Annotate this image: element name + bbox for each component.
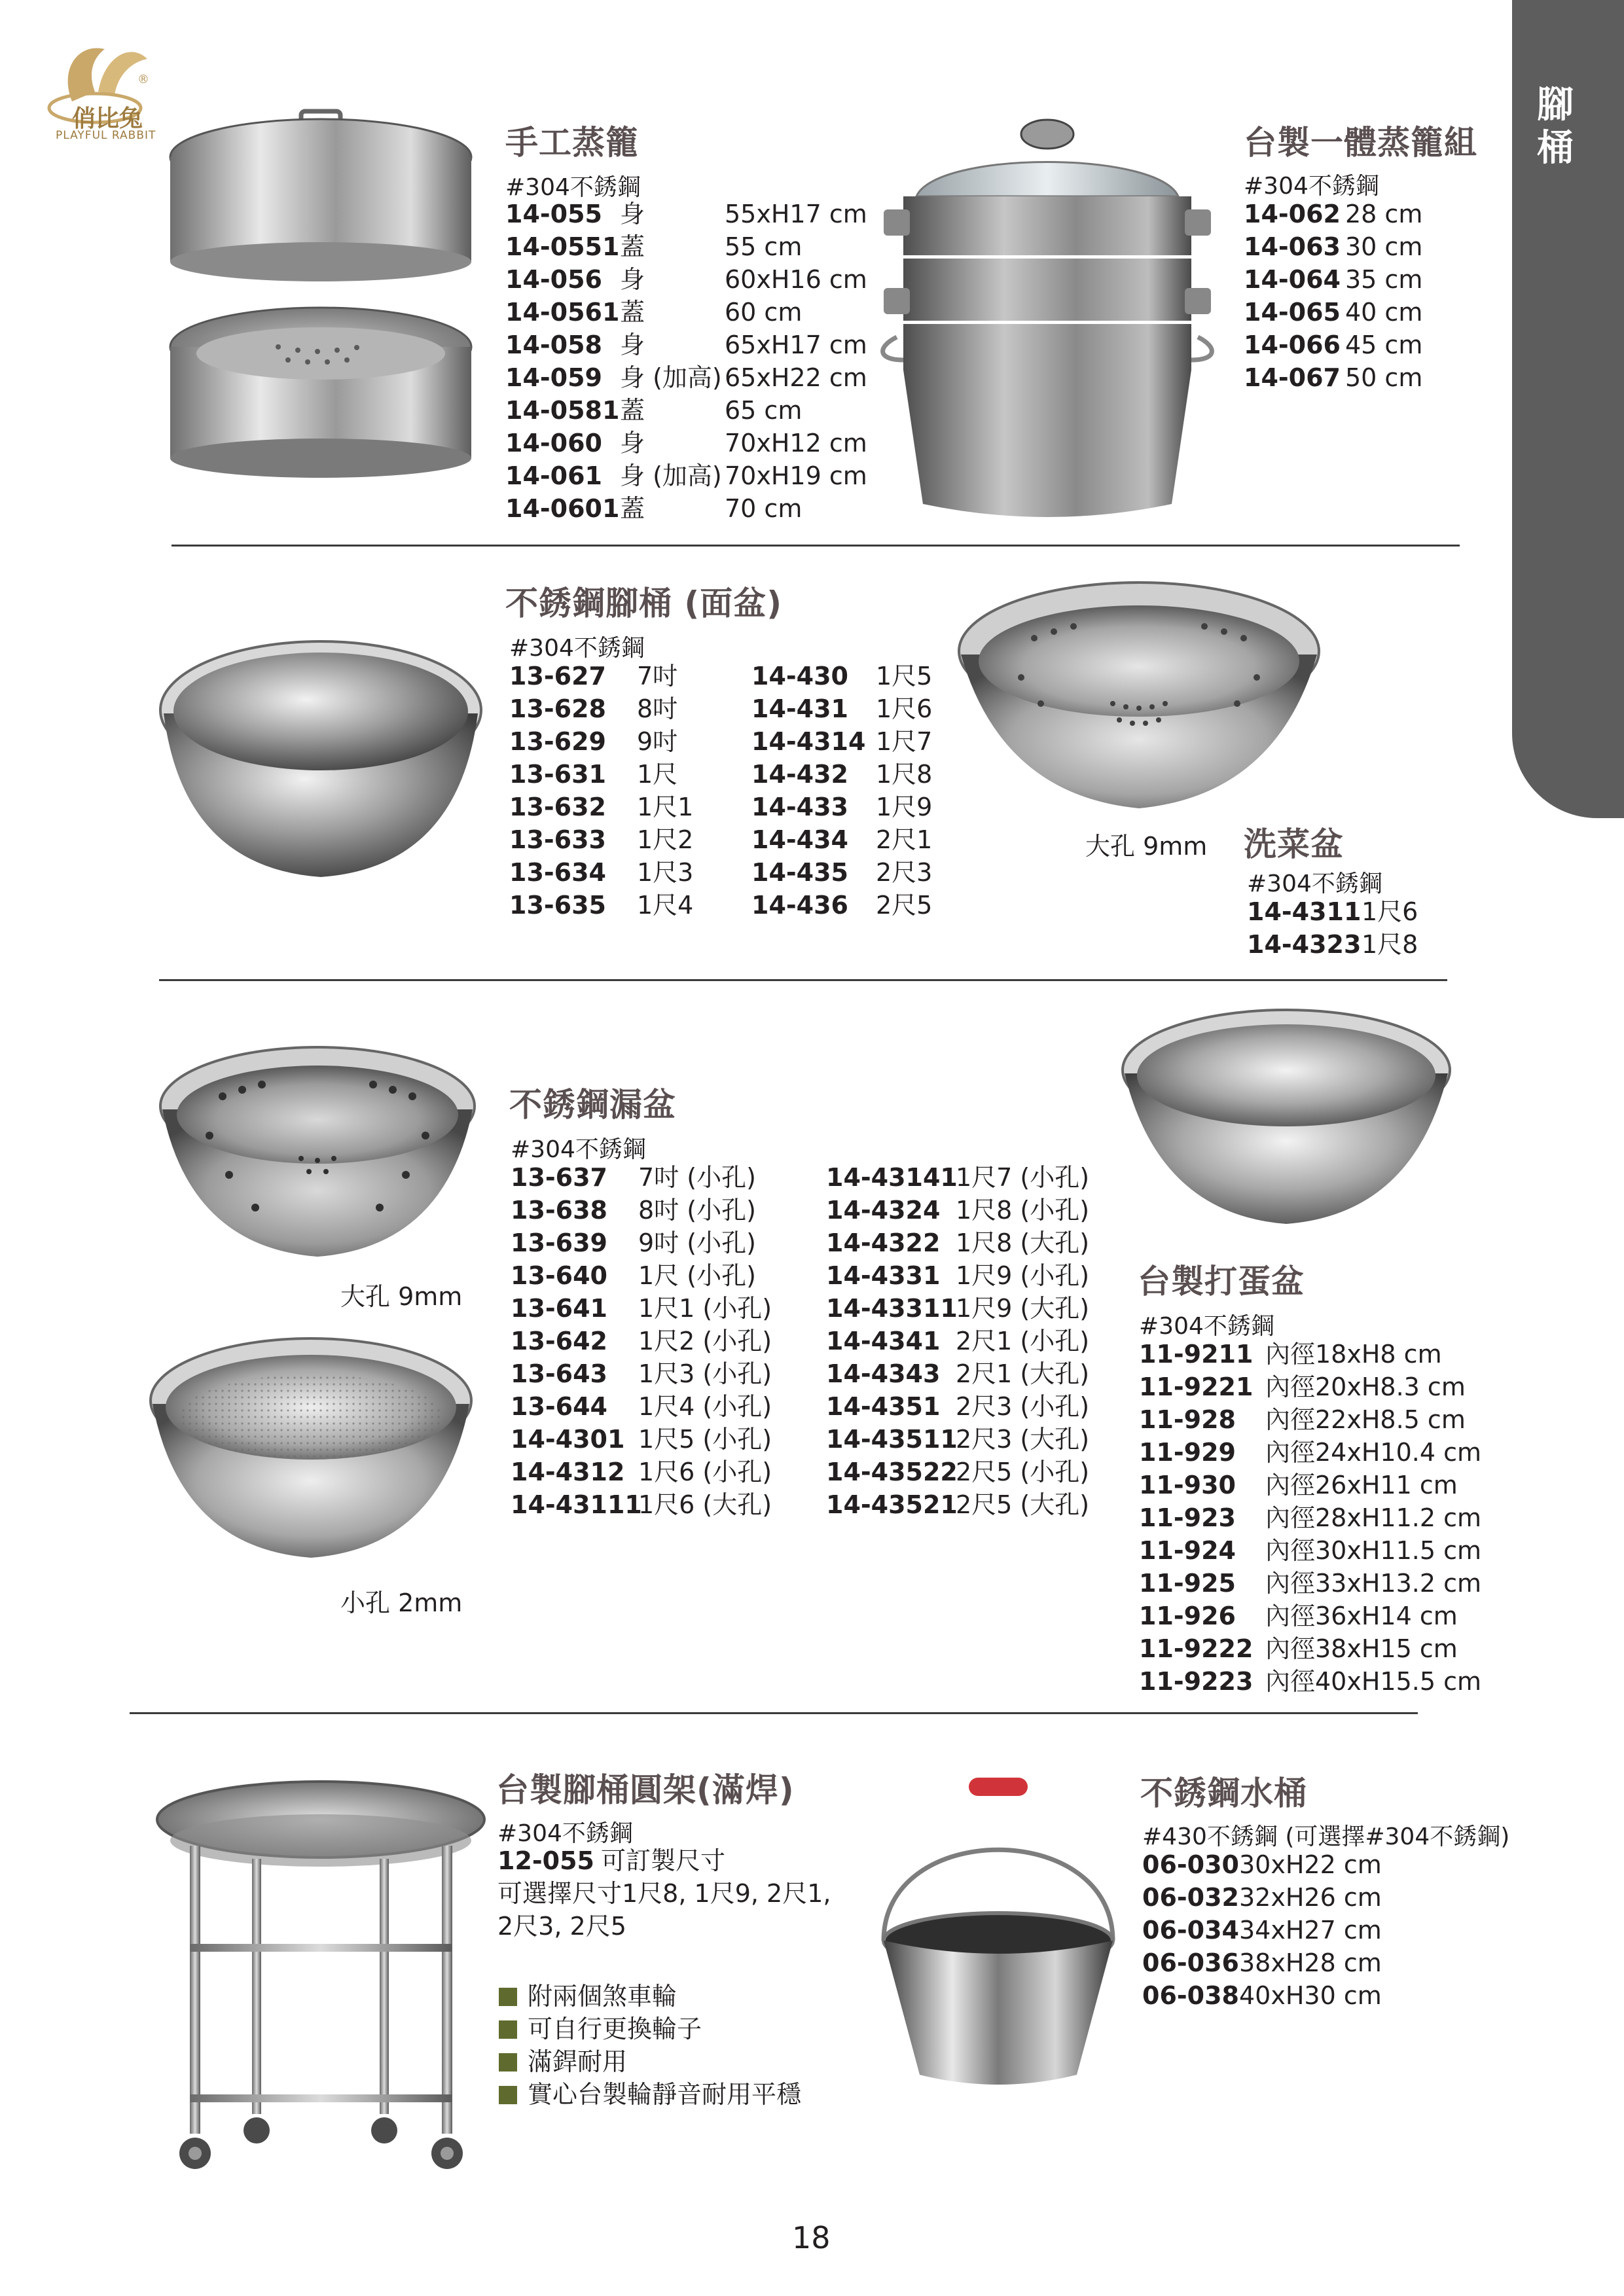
bucket-material: #430不銹鋼 (可選擇#304不銹鋼) <box>1142 1823 1510 1850</box>
table-row: 14-435 2尺3 <box>751 858 933 887</box>
table-row: 06-034 34xH27 cm <box>1142 1916 1382 1945</box>
egg-basin-table <box>1139 1338 1481 1698</box>
bucket-image <box>877 1767 1119 2094</box>
colander-large-caption: 大孔 9mm <box>340 1282 463 1311</box>
egg-basin-material: #304不銹鋼 <box>1139 1313 1274 1340</box>
table-row: 14-0601 蓋 70 cm <box>505 494 803 523</box>
table-row: 11-928 內徑22xH8.5 cm <box>1139 1405 1466 1434</box>
steamer-set-table <box>1244 198 1422 394</box>
stand-material: #304不銹鋼 <box>497 1820 633 1847</box>
table-row: 13-638 8吋 (小孔) <box>511 1196 756 1225</box>
table-row: 11-930 內徑26xH11 cm <box>1139 1471 1458 1499</box>
table-row: 14-064 35 cm <box>1244 265 1423 294</box>
table-row: 14-434 2尺1 <box>751 825 933 854</box>
feature-item: 可自行更換輪子 <box>499 2013 801 2045</box>
section-divider <box>130 1712 1418 1714</box>
bullet-square-icon <box>499 2053 517 2072</box>
table-row: 06-032 32xH26 cm <box>1142 1883 1382 1912</box>
table-row: 13-628 8吋 <box>509 694 678 723</box>
table-row: 14-063 30 cm <box>1244 232 1423 261</box>
colander-material: #304不銹鋼 <box>511 1136 646 1163</box>
table-row: 11-926 內徑36xH14 cm <box>1139 1602 1458 1630</box>
table-row: 14-430 1尺5 <box>751 662 933 691</box>
stand-image <box>154 1780 488 2173</box>
steamer-set-title: 台製一體蒸籠組 <box>1244 124 1477 162</box>
colander-small-caption: 小孔 2mm <box>340 1588 463 1617</box>
table-row: 13-634 1尺3 <box>509 858 694 887</box>
table-row: 13-632 1尺1 <box>509 793 694 821</box>
table-row: 11-925 內徑33xH13.2 cm <box>1139 1569 1482 1598</box>
feature-item: 實心台製輪靜音耐用平穩 <box>499 2078 801 2111</box>
veg-basin-image <box>956 579 1322 812</box>
colander-title: 不銹鋼漏盆 <box>509 1086 676 1124</box>
table-row: 13-637 7吋 (小孔) <box>511 1163 756 1192</box>
table-row: 14-4311 1尺6 <box>1247 897 1418 926</box>
table-row: 14-055 身 55xH17 cm <box>505 200 867 228</box>
veg-basin-title: 洗菜盆 <box>1244 825 1344 863</box>
table-row: 14-433 1尺9 <box>751 793 933 821</box>
brand-name: 俏比兔 <box>72 105 143 132</box>
table-row: 06-030 30xH22 cm <box>1142 1850 1382 1879</box>
table-row: 14-065 40 cm <box>1244 298 1423 327</box>
bucket-table <box>1142 1848 1382 2012</box>
table-row: 14-4341 2尺1 (小孔) <box>826 1327 1090 1355</box>
table-row: 14-4312 1尺6 (小孔) <box>511 1458 772 1486</box>
table-row: 14-4324 1尺8 (小孔) <box>826 1196 1090 1225</box>
table-row: 12-055 可訂製尺寸 <box>497 1846 726 1875</box>
table-row: 13-629 9吋 <box>509 727 678 756</box>
table-row: 11-9222 內徑38xH15 cm <box>1139 1634 1458 1663</box>
table-row: 14-43522 2尺5 (小孔) <box>826 1458 1090 1486</box>
bucket-title: 不銹鋼水桶 <box>1140 1774 1307 1812</box>
bullet-square-icon <box>499 1988 517 2006</box>
steamer-material: #304不銹鋼 <box>505 174 641 201</box>
table-row: 13-631 1尺 <box>509 760 678 789</box>
bullet-square-icon <box>499 2020 517 2039</box>
steamer-table <box>505 198 867 525</box>
table-row: 14-43521 2尺5 (大孔) <box>826 1490 1090 1519</box>
table-row: 14-43141 1尺7 (小孔) <box>826 1163 1090 1192</box>
table-row: 14-059 身 (加高) 65xH22 cm <box>505 363 867 392</box>
table-row: 11-929 內徑24xH10.4 cm <box>1139 1438 1482 1467</box>
feature-item: 附兩個煞車輪 <box>499 1980 801 2013</box>
table-row: 13-642 1尺2 (小孔) <box>511 1327 772 1355</box>
table-row: 13-641 1尺1 (小孔) <box>511 1294 772 1323</box>
category-tab: 腳桶 <box>1512 0 1624 818</box>
section-divider <box>171 545 1460 547</box>
section-divider <box>159 979 1447 981</box>
table-row: 14-0551 蓋 55 cm <box>505 232 803 261</box>
colander-table-col1 <box>511 1161 772 1521</box>
veg-basin-table <box>1247 895 1418 961</box>
table-row: 14-062 28 cm <box>1244 200 1423 228</box>
table-row: 13-635 1尺4 <box>509 891 694 920</box>
stand-options-1: 可選擇尺寸1尺8, 1尺9, 2尺1, <box>497 1879 831 1908</box>
basin-title: 不銹鋼腳桶 (面盆) <box>505 584 783 622</box>
table-row: 14-431 1尺6 <box>751 694 933 723</box>
table-row: 11-9211 內徑18xH8 cm <box>1139 1340 1442 1369</box>
table-row: 13-639 9吋 (小孔) <box>511 1229 756 1257</box>
table-row: 14-058 身 65xH17 cm <box>505 331 867 359</box>
steamer-set-image <box>877 111 1218 524</box>
brand-name-en: PLAYFUL RABBIT <box>56 129 156 142</box>
table-row: 14-4343 2尺1 (大孔) <box>826 1359 1090 1388</box>
table-row: 06-038 40xH30 cm <box>1142 1981 1382 2010</box>
table-row: 14-0581 蓋 65 cm <box>505 396 803 425</box>
basin-image <box>157 638 484 880</box>
colander-table-col2 <box>826 1161 1089 1521</box>
page-number: 18 <box>792 2220 831 2255</box>
steamer-set-material: #304不銹鋼 <box>1244 173 1379 200</box>
table-row: 14-066 45 cm <box>1244 331 1423 359</box>
table-row: 14-0561 蓋 60 cm <box>505 298 803 327</box>
table-row: 11-924 內徑30xH11.5 cm <box>1139 1536 1482 1565</box>
table-row: 13-627 7吋 <box>509 662 678 691</box>
table-row: 14-432 1尺8 <box>751 760 933 789</box>
steamer-image <box>160 108 481 501</box>
basin-table-col2 <box>751 660 932 922</box>
basin-material: #304不銹鋼 <box>509 635 645 662</box>
stand-options-2: 2尺3, 2尺5 <box>497 1912 626 1941</box>
table-row: 13-644 1尺4 (小孔) <box>511 1392 772 1421</box>
table-row: 11-923 內徑28xH11.2 cm <box>1139 1503 1482 1532</box>
stand-info <box>497 1844 831 1943</box>
table-row: 14-4331 1尺9 (小孔) <box>826 1261 1090 1290</box>
table-row: 14-4314 1尺7 <box>751 727 933 756</box>
table-row: 14-43311 1尺9 (大孔) <box>826 1294 1090 1323</box>
veg-basin-caption: 大孔 9mm <box>1085 832 1208 861</box>
veg-basin-material: #304不銹鋼 <box>1247 870 1382 897</box>
egg-basin-image <box>1119 1005 1453 1227</box>
table-row: 14-43511 2尺3 (大孔) <box>826 1425 1090 1454</box>
table-row: 14-060 身 70xH12 cm <box>505 429 867 457</box>
table-row: 14-436 2尺5 <box>751 891 933 920</box>
table-row: 14-067 50 cm <box>1244 363 1423 392</box>
feature-item: 滿銲耐用 <box>499 2045 801 2078</box>
table-row: 13-640 1尺 (小孔) <box>511 1261 756 1290</box>
table-row: 14-4323 1尺8 <box>1247 930 1418 959</box>
colander-large-image <box>157 1044 478 1260</box>
basin-table-col1 <box>509 660 693 922</box>
table-row: 14-4301 1尺5 (小孔) <box>511 1425 772 1454</box>
colander-small-image <box>147 1335 475 1561</box>
bullet-square-icon <box>499 2086 517 2104</box>
brand-logo <box>33 29 170 147</box>
svg-text:®: ® <box>137 73 149 86</box>
stand-features <box>499 1980 801 2111</box>
table-row: 14-43111 1尺6 (大孔) <box>511 1490 772 1519</box>
table-row: 14-056 身 60xH16 cm <box>505 265 867 294</box>
table-row: 11-9223 內徑40xH15.5 cm <box>1139 1667 1482 1696</box>
table-row: 14-061 身 (加高) 70xH19 cm <box>505 461 867 490</box>
table-row: 13-633 1尺2 <box>509 825 694 854</box>
table-row: 14-4351 2尺3 (小孔) <box>826 1392 1090 1421</box>
table-row: 06-036 38xH28 cm <box>1142 1948 1382 1977</box>
table-row: 14-4322 1尺8 (大孔) <box>826 1229 1090 1257</box>
table-row: 11-9221 內徑20xH8.3 cm <box>1139 1372 1466 1401</box>
egg-basin-title: 台製打蛋盆 <box>1138 1263 1305 1300</box>
table-row: 13-643 1尺3 (小孔) <box>511 1359 772 1388</box>
stand-title: 台製腳桶圓架(滿焊) <box>496 1771 795 1809</box>
steamer-title: 手工蒸籠 <box>505 124 639 162</box>
